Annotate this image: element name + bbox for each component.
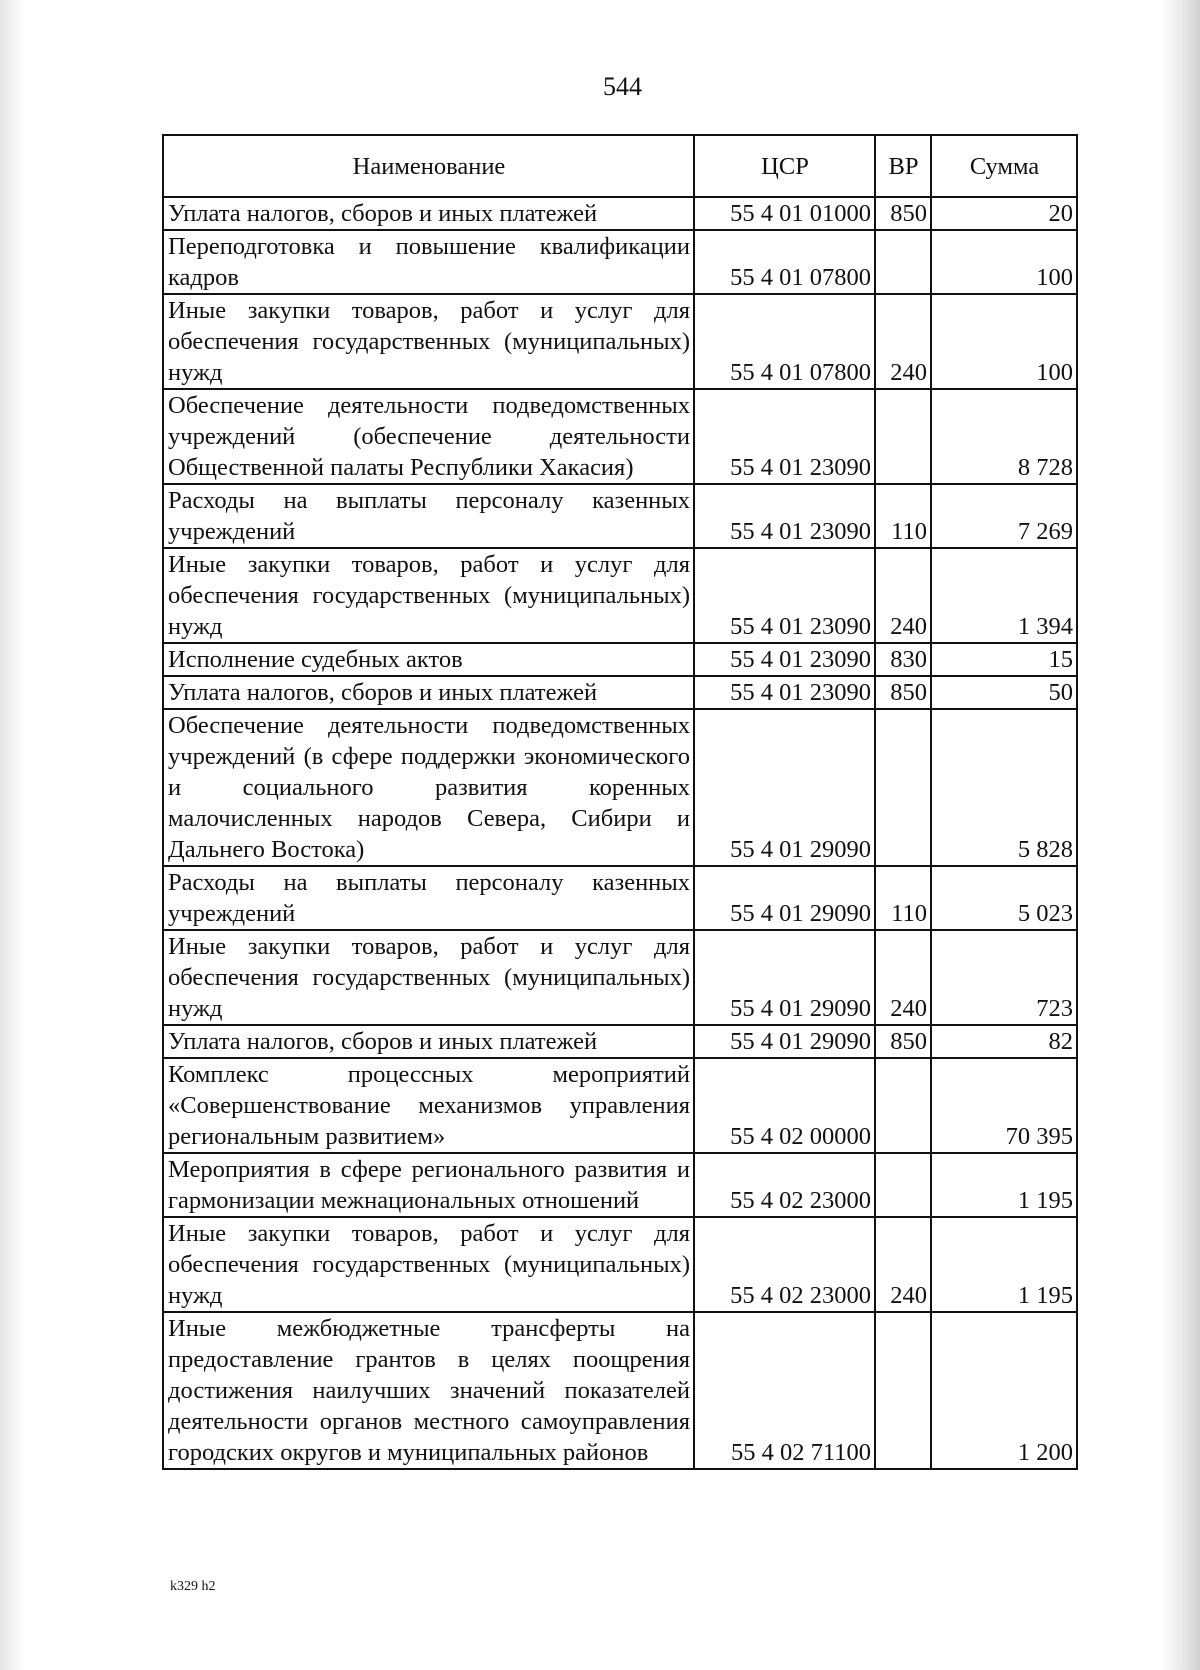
- row-sum-cell: 5 828: [931, 709, 1077, 866]
- row-csr-cell: 55 4 01 07800: [694, 230, 875, 294]
- table-body: [163, 197, 1077, 1469]
- row-csr-cell: 55 4 02 23000: [694, 1217, 875, 1312]
- table-row: [163, 548, 1077, 643]
- row-vr-cell: [875, 389, 931, 484]
- row-sum-cell: 8 728: [931, 389, 1077, 484]
- row-name-cell: Уплата налогов, сборов и иных платежей: [163, 197, 694, 230]
- table-row: [163, 930, 1077, 1025]
- row-csr-cell: 55 4 01 23090: [694, 389, 875, 484]
- row-csr-cell: 55 4 01 29090: [694, 866, 875, 930]
- row-sum-cell: 1 200: [931, 1312, 1077, 1469]
- table-header-row: [163, 135, 1077, 197]
- table-row: [163, 389, 1077, 484]
- table-row: [163, 1058, 1077, 1153]
- row-vr-cell: [875, 230, 931, 294]
- table-row: [163, 294, 1077, 389]
- row-sum-cell: 82: [931, 1025, 1077, 1058]
- header-sum: Сумма: [931, 135, 1077, 197]
- row-vr-cell: 110: [875, 484, 931, 548]
- row-name-cell: Иные межбюджетные трансферты на предоставление грантов в целях поощрения достижения наилучших значений показателей деятельности органов местного самоуправления городских округов и муниципальных районов: [163, 1312, 694, 1469]
- row-name-cell: Иные закупки товаров, работ и услуг для обеспечения государственных (муниципальных) нужд: [163, 294, 694, 389]
- table-row: [163, 709, 1077, 866]
- scan-edge-left: [0, 0, 26, 1670]
- row-csr-cell: 55 4 01 23090: [694, 484, 875, 548]
- table-row: [163, 230, 1077, 294]
- row-vr-cell: [875, 1153, 931, 1217]
- header-csr: ЦСР: [694, 135, 875, 197]
- row-vr-cell: 110: [875, 866, 931, 930]
- budget-table: [162, 134, 1078, 1470]
- scan-edge-right: [1160, 0, 1200, 1670]
- row-name-cell: Обеспечение деятельности подведомственных учреждений (в сфере поддержки экономического и социального развития коренных малочисленных народов Севера, Сибири и Дальнего Востока): [163, 709, 694, 866]
- row-name-cell: Расходы на выплаты персоналу казенных учреждений: [163, 484, 694, 548]
- table-row: [163, 676, 1077, 709]
- row-csr-cell: 55 4 01 29090: [694, 709, 875, 866]
- footer-code: k329 h2: [170, 1579, 216, 1594]
- page-number: 544: [603, 72, 642, 101]
- row-csr-cell: 55 4 01 23090: [694, 676, 875, 709]
- row-csr-cell: 55 4 02 00000: [694, 1058, 875, 1153]
- row-sum-cell: 723: [931, 930, 1077, 1025]
- row-vr-cell: 830: [875, 643, 931, 676]
- row-csr-cell: 55 4 01 23090: [694, 548, 875, 643]
- row-name-cell: Исполнение судебных актов: [163, 643, 694, 676]
- row-name-cell: Уплата налогов, сборов и иных платежей: [163, 676, 694, 709]
- row-sum-cell: 1 394: [931, 548, 1077, 643]
- table-row: [163, 1153, 1077, 1217]
- row-name-cell: Обеспечение деятельности подведомственных учреждений (обеспечение деятельности Общественной палаты Республики Хакасия): [163, 389, 694, 484]
- row-name-cell: Иные закупки товаров, работ и услуг для обеспечения государственных (муниципальных) нужд: [163, 930, 694, 1025]
- row-csr-cell: 55 4 01 01000: [694, 197, 875, 230]
- row-sum-cell: 20: [931, 197, 1077, 230]
- row-sum-cell: 70 395: [931, 1058, 1077, 1153]
- table-row: [163, 197, 1077, 230]
- header-name: Наименование: [163, 135, 694, 197]
- row-vr-cell: 850: [875, 197, 931, 230]
- row-csr-cell: 55 4 02 23000: [694, 1153, 875, 1217]
- row-name-cell: Уплата налогов, сборов и иных платежей: [163, 1025, 694, 1058]
- table-row: [163, 484, 1077, 548]
- row-csr-cell: 55 4 01 07800: [694, 294, 875, 389]
- row-name-cell: Расходы на выплаты персоналу казенных учреждений: [163, 866, 694, 930]
- row-vr-cell: 240: [875, 930, 931, 1025]
- row-vr-cell: 240: [875, 548, 931, 643]
- row-name-cell: Комплекс процессных мероприятий «Совершенствование механизмов управления региональным развитием»: [163, 1058, 694, 1153]
- table-row: [163, 1312, 1077, 1469]
- row-sum-cell: 1 195: [931, 1217, 1077, 1312]
- row-sum-cell: 50: [931, 676, 1077, 709]
- row-sum-cell: 15: [931, 643, 1077, 676]
- table-row: [163, 643, 1077, 676]
- row-vr-cell: 850: [875, 676, 931, 709]
- row-csr-cell: 55 4 01 29090: [694, 1025, 875, 1058]
- row-vr-cell: [875, 709, 931, 866]
- table-row: [163, 866, 1077, 930]
- table-row: [163, 1025, 1077, 1058]
- row-sum-cell: 7 269: [931, 484, 1077, 548]
- row-name-cell: Переподготовка и повышение квалификации кадров: [163, 230, 694, 294]
- row-name-cell: Мероприятия в сфере регионального развития и гармонизации межнациональных отношений: [163, 1153, 694, 1217]
- row-vr-cell: 240: [875, 1217, 931, 1312]
- row-sum-cell: 100: [931, 230, 1077, 294]
- row-sum-cell: 5 023: [931, 866, 1077, 930]
- row-vr-cell: 240: [875, 294, 931, 389]
- row-vr-cell: [875, 1058, 931, 1153]
- row-csr-cell: 55 4 02 71100: [694, 1312, 875, 1469]
- row-vr-cell: [875, 1312, 931, 1469]
- row-vr-cell: 850: [875, 1025, 931, 1058]
- row-name-cell: Иные закупки товаров, работ и услуг для обеспечения государственных (муниципальных) нужд: [163, 548, 694, 643]
- row-csr-cell: 55 4 01 29090: [694, 930, 875, 1025]
- row-csr-cell: 55 4 01 23090: [694, 643, 875, 676]
- row-name-cell: Иные закупки товаров, работ и услуг для обеспечения государственных (муниципальных) нужд: [163, 1217, 694, 1312]
- row-sum-cell: 100: [931, 294, 1077, 389]
- header-vr: ВР: [875, 135, 931, 197]
- row-sum-cell: 1 195: [931, 1153, 1077, 1217]
- table-row: [163, 1217, 1077, 1312]
